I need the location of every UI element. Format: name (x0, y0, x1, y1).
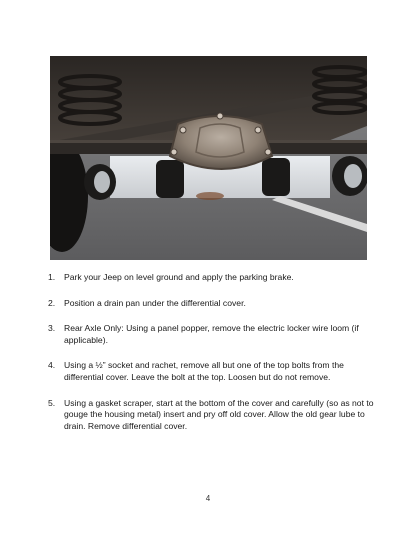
instruction-step (48, 272, 378, 284)
step-text: Park your Jeep on level ground and apply the parking brake. (64, 272, 294, 282)
step-number: 5. (48, 397, 56, 408)
differential-photo (50, 56, 367, 260)
step-text: Using a gasket scraper, start at the bottom of the cover and carefully (so as not to gouge the housing metal) insert and pry off old cover. Allow the old gear lube to drain. Remove differential cover. (64, 397, 374, 431)
instruction-steps (48, 272, 378, 446)
step-number: 1. (48, 272, 56, 282)
instruction-step (48, 398, 378, 433)
instruction-step (48, 360, 378, 383)
step-number: 4. (48, 360, 56, 371)
step-text: Rear Axle Only: Using a panel popper, remove the electric locker wire loom (if applicable). (64, 323, 359, 345)
page-number: 4 (205, 494, 211, 503)
step-text: Position a drain pan under the differential cover. (64, 297, 246, 308)
step-text: Using a ½” socket and rachet, remove all but one of the top bolts from the differential cover. Leave the bolt at the top. Loosen but do not remove. (64, 360, 344, 382)
step-number: 2. (48, 297, 56, 308)
instruction-step (48, 323, 378, 346)
step-number: 3. (48, 323, 56, 334)
instruction-step (48, 298, 378, 310)
differential-photo-illustration (50, 56, 367, 260)
